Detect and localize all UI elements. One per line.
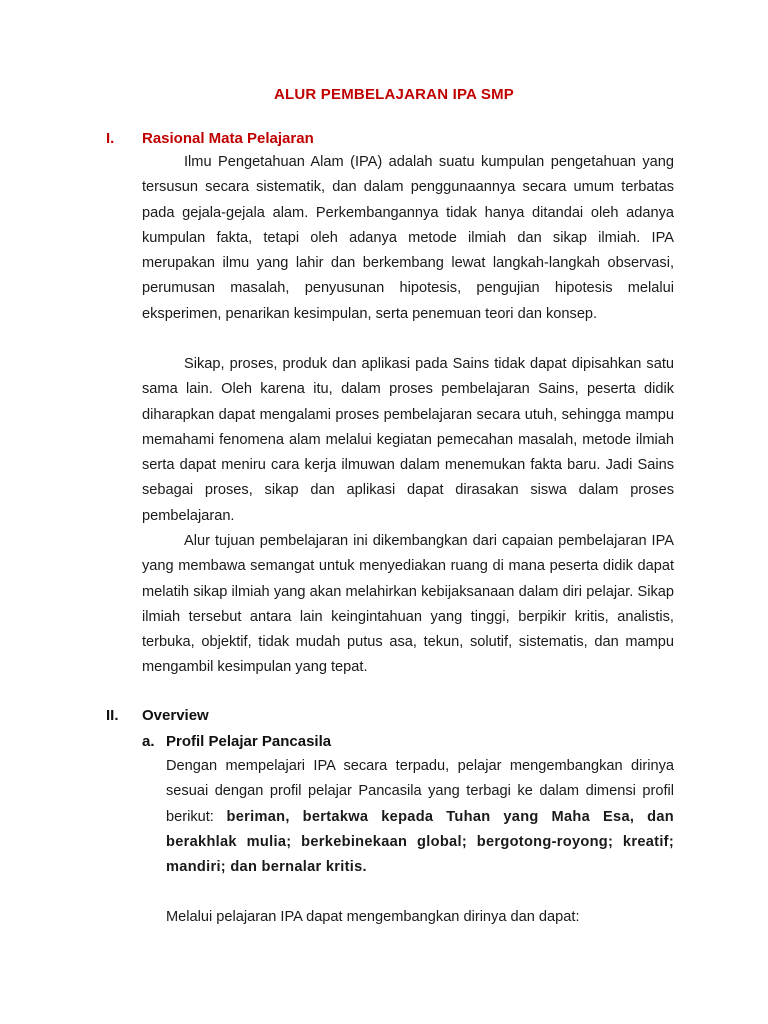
subsection-a-closing: Melalui pelajaran IPA dapat mengembangkan dirinya dan dapat: (166, 909, 580, 925)
subsection-a-paragraph (166, 754, 674, 880)
section-1-title: Rasional Mata Pelajaran (142, 130, 314, 147)
section-2-title: Overview (142, 707, 209, 724)
subsection-a-intro: Dengan mempelajari IPA secara terpadu, pelajar mengembangkan dirinya sesuai dengan profil pelajar Pancasila yang terbagi ke dalam dimensi profil berikut: (166, 758, 674, 825)
section-2-number: II. (106, 707, 119, 724)
document-title: ALUR PEMBELAJARAN IPA SMP (273, 86, 514, 103)
profile-dimensions-bold: beriman, bertakwa kepada Tuhan yang Maha Esa, dan berakhlak mulia; berkebinekaan global; bergotong-royong; kreatif; mandiri; dan bernalar kritis. (166, 808, 674, 876)
section-1-number: I. (106, 130, 115, 147)
section-1-paragraph-2: Sikap, proses, produk dan aplikasi pada Sains tidak dapat dipisahkan satu sama lain. Oleh karena itu, dalam proses pembelajaran Sains, peserta didik diharapkan dapat mengalami proses pembelajaran secara utuh, sehingga mampu memahami fenomena alam melalui kegiatan pemecahan masalah, metode ilmiah serta dapat meniru cara kerja ilmuwan dalam menemukan fakta baru. Jadi Sains sebagai proses, sikap dan aplikasi dapat dirasakan siswa dalam proses pembelajaran. (142, 356, 674, 524)
subsection-a-letter: a. (142, 733, 155, 750)
subsection-a-title: Profil Pelajar Pancasila (166, 733, 332, 750)
section-1-paragraph-3: Alur tujuan pembelajaran ini dikembangkan dari capaian pembelajaran IPA yang membawa semangat untuk menyediakan ruang di mana peserta didik dapat melatih sikap ilmiah yang akan melahirkan kebijaksanaan dalam diri pelajar. Sikap ilmiah tersebut antara lain keingintahuan yang tinggi, berpikir kritis, analistis, terbuka, objektif, tidak mudah putus asa, tekun, solutif, sistematis, dan mampu mengambil kesimpulan yang tepat. (142, 533, 674, 676)
section-1-paragraph-1: Ilmu Pengetahuan Alam (IPA) adalah suatu kumpulan pengetahuan yang tersusun secara sistematik, dan dalam penggunaannya secara umum terbatas pada gejala-gejala alam. Perkembangannya tidak hanya ditandai oleh adanya kumpulan fakta, tetapi oleh adanya metode ilmiah dan sikap ilmiah. IPA merupakan ilmu yang lahir dan berkembang lewat langkah-langkah observasi, perumusan masalah, penyusunan hipotesis, pengujian hipotesis melalui eksperimen, penarikan kesimpulan, serta penemuan teori dan konsep. (142, 154, 674, 322)
